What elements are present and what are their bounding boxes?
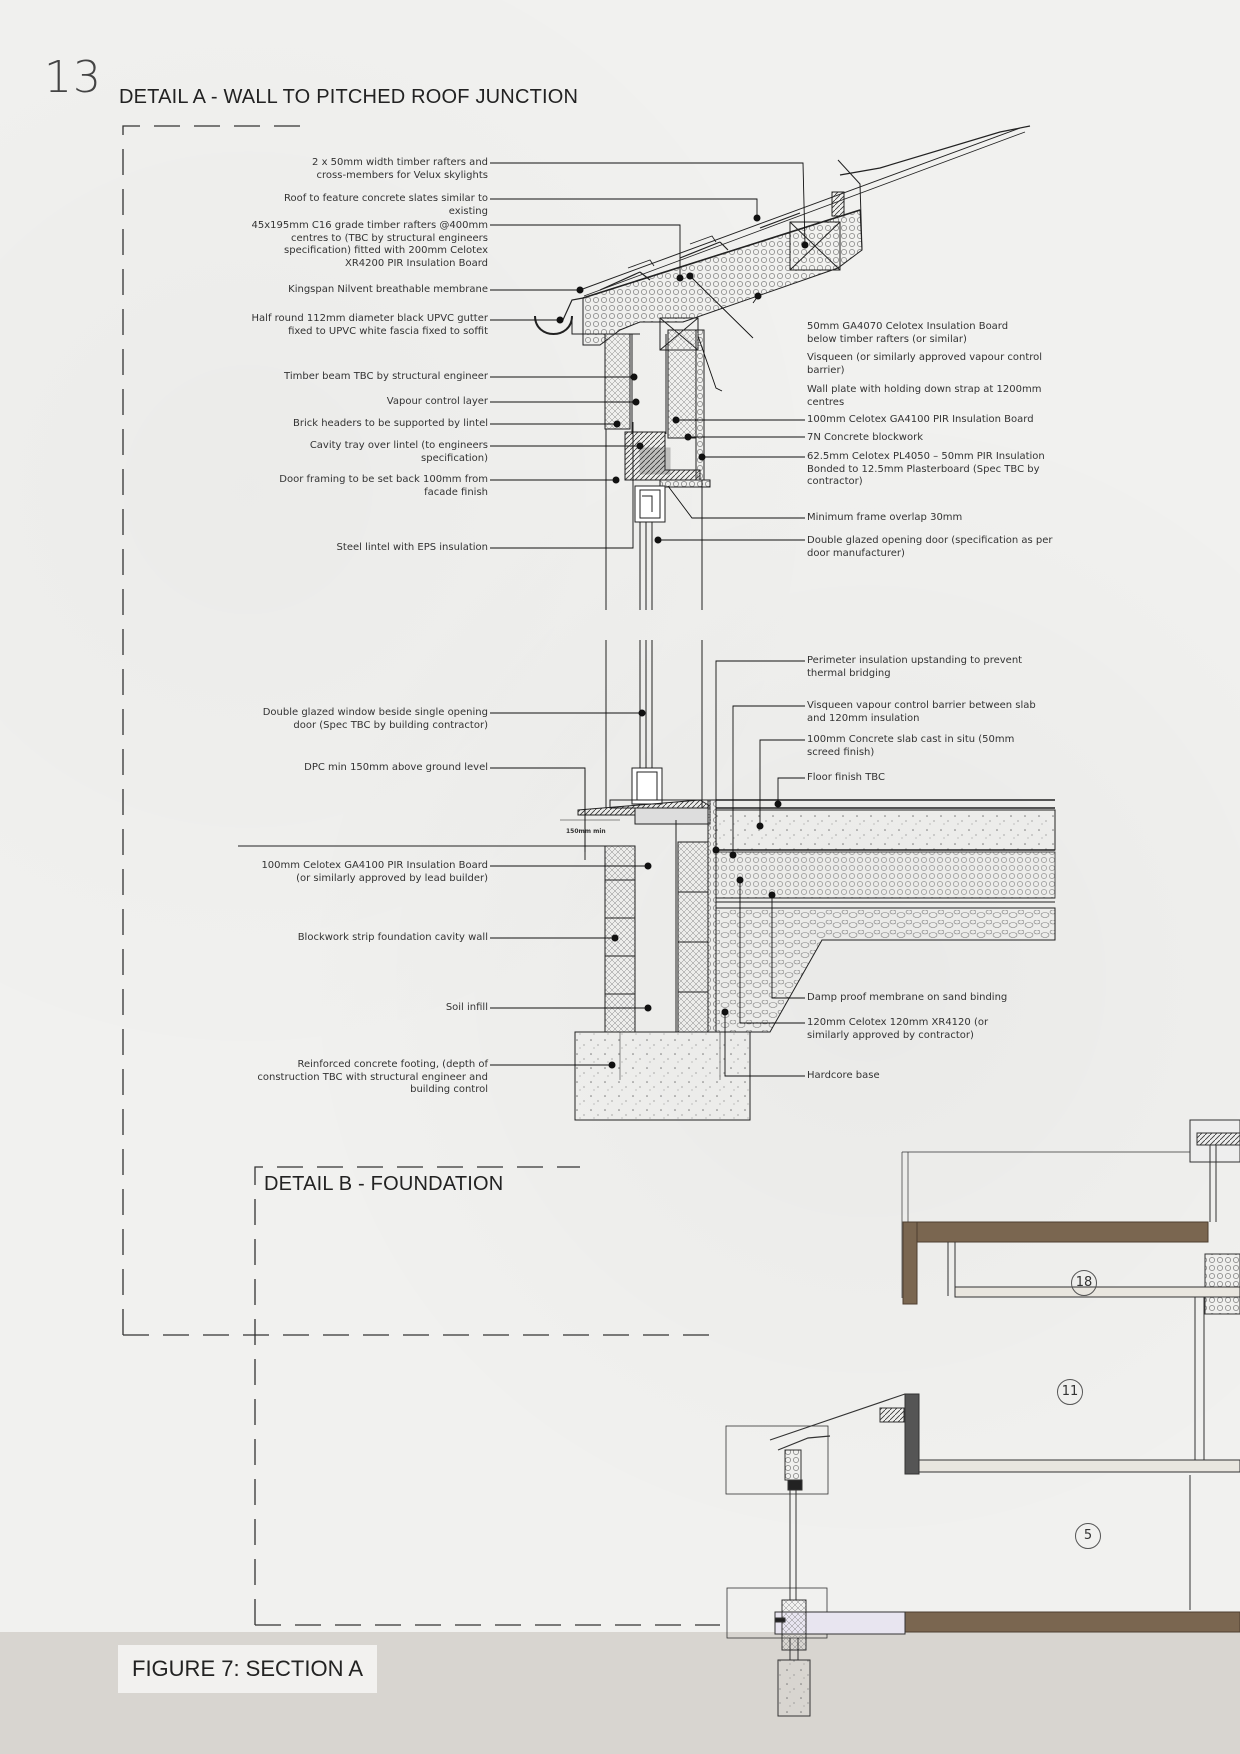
room-tag-5: 5 [1075, 1523, 1101, 1549]
note-a-ga4100-board: 100mm Celotex GA4100 PIR Insulation Board [807, 414, 1034, 425]
dpc-dimension-label: 150mm min [566, 828, 606, 835]
note-a-door: Double glazed opening door (specification as per door manufacturer) [807, 535, 1053, 559]
note-b-ga4100-board: 100mm Celotex GA4100 PIR Insulation Board (or similarly approved by lead builder) [261, 860, 488, 884]
detail-a-title: DETAIL A - WALL TO PITCHED ROOF JUNCTION [119, 86, 579, 108]
page-number: 13 [44, 52, 102, 103]
note-a-rafters-velux: 2 x 50mm width timber rafters and cross-members for Velux skylights [312, 157, 488, 181]
note-a-gutter: Half round 112mm diameter black UPVC gutter fixed to UPVC white fascia fixed to soffit [251, 313, 488, 337]
note-a-wall-plate: Wall plate with holding down strap at 1200mm centres [807, 384, 1042, 408]
note-b-blockwork: Blockwork strip foundation cavity wall [297, 932, 488, 943]
note-b-window: Double glazed window beside single opening door (Spec TBC by building contractor) [262, 707, 488, 731]
note-b-perimeter-insulation: Perimeter insulation upstanding to prevent thermal bridging [807, 655, 1023, 679]
note-a-timber-rafters: 45x195mm C16 grade timber rafters @400mm centres to (TBC by structural engineers specification) fitted with 200mm Celotex XR4200 PIR Insulation Board [251, 220, 488, 269]
note-a-vapour-layer: Vapour control layer [386, 396, 488, 407]
note-b-hardcore: Hardcore base [807, 1070, 880, 1081]
note-b-soil: Soil infill [445, 1002, 488, 1013]
note-a-blockwork: 7N Concrete blockwork [807, 432, 923, 443]
note-a-slates: Roof to feature concrete slates similar to existing [283, 193, 488, 217]
building-section [726, 1120, 1240, 1716]
room-tag-18: 18 [1071, 1270, 1097, 1296]
note-b-visqueen: Visqueen vapour control barrier between slab and 120mm insulation [807, 700, 1036, 724]
note-a-door-framing: Door framing to be set back 100mm from facade finish [279, 474, 488, 498]
note-b-xr4120: 120mm Celotex 120mm XR4120 (or similarly approved by contractor) [807, 1017, 989, 1041]
note-b-floor-finish: Floor finish TBC [807, 772, 885, 783]
detail-b-title: DETAIL B - FOUNDATION [264, 1173, 504, 1195]
room-tag-11: 11 [1057, 1379, 1083, 1405]
note-a-steel-lintel: Steel lintel with EPS insulation [336, 542, 488, 553]
note-b-dpc: DPC min 150mm above ground level [304, 762, 488, 773]
note-a-timber-beam: Timber beam TBC by structural engineer [284, 371, 488, 382]
note-b-slab: 100mm Concrete slab cast in situ (50mm screed finish) [807, 734, 1015, 758]
note-a-cavity-tray: Cavity tray over lintel (to engineers specification) [309, 440, 488, 464]
note-a-pl4050: 62.5mm Celotex PL4050 – 50mm PIR Insulation Bonded to 12.5mm Plasterboard (Spec TBC by contractor) [807, 451, 1045, 487]
detail-b-frame [255, 1167, 720, 1625]
note-a-brick-headers: Brick headers to be supported by lintel [293, 418, 488, 429]
note-a-ga4070-board: 50mm GA4070 Celotex Insulation Board below timber rafters (or similar) [807, 321, 1009, 345]
note-a-frame-overlap: Minimum frame overlap 30mm [807, 512, 963, 523]
figure-caption: FIGURE 7: SECTION A [118, 1645, 377, 1693]
note-b-dpm: Damp proof membrane on sand binding [807, 992, 1008, 1003]
note-a-visqueen: Visqueen (or similarly approved vapour control barrier) [807, 352, 1043, 376]
note-a-membrane: Kingspan Nilvent breathable membrane [288, 284, 488, 295]
note-b-footing: Reinforced concrete footing, (depth of construction TBC with structural engineer and building control [257, 1059, 488, 1095]
